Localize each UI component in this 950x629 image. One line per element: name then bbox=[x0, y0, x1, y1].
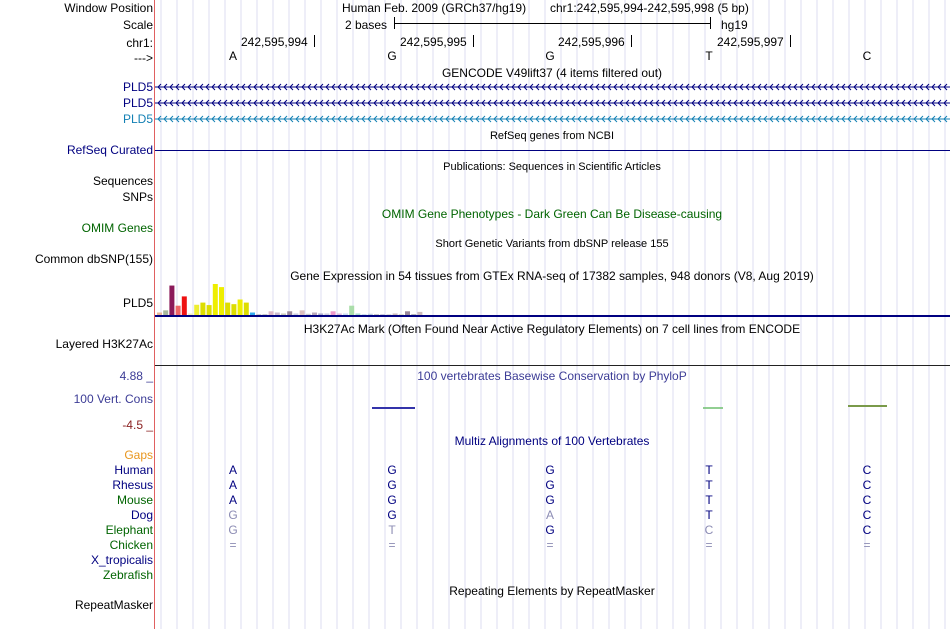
alignment-base: G bbox=[545, 493, 555, 507]
gtex-gene-label[interactable]: PLD5 bbox=[122, 296, 153, 310]
dbsnp-track-title[interactable]: Short Genetic Variants from dbSNP release 155 bbox=[435, 238, 669, 250]
gtex-tissue-bar[interactable] bbox=[386, 314, 391, 315]
alignment-base: G bbox=[387, 493, 397, 507]
gtex-tissue-bar[interactable] bbox=[225, 303, 230, 315]
alignment-base: A bbox=[545, 508, 554, 522]
ruler-tick-label-2: 242,595,995 bbox=[400, 35, 467, 49]
gencode-gene-label-3[interactable]: PLD5 bbox=[122, 112, 153, 126]
alignment-base: T bbox=[705, 478, 713, 492]
alignment-base: G bbox=[387, 463, 397, 477]
alignment-base: A bbox=[228, 493, 237, 507]
ruler-tick-3 bbox=[631, 35, 632, 47]
gtex-tissue-bar[interactable] bbox=[417, 312, 422, 315]
gtex-tissue-bar[interactable] bbox=[238, 300, 243, 316]
gtex-tissue-bar[interactable] bbox=[337, 313, 342, 315]
gtex-tissue-bar[interactable] bbox=[411, 314, 416, 315]
alignment-base: G bbox=[545, 463, 555, 477]
species-label-rhesus[interactable]: Rhesus bbox=[112, 478, 153, 492]
assembly-title: Human Feb. 2009 (GRCh37/hg19) bbox=[342, 1, 527, 15]
refseq-track-title[interactable]: RefSeq genes from NCBI bbox=[489, 130, 615, 142]
alignment-base: C bbox=[862, 508, 872, 522]
ruler-tick-4 bbox=[790, 35, 791, 47]
gtex-tissue-bar[interactable] bbox=[176, 306, 181, 315]
gtex-tissue-bar[interactable] bbox=[287, 311, 292, 315]
ref-base-4: T bbox=[705, 49, 713, 63]
gtex-tissue-bar[interactable] bbox=[157, 313, 162, 315]
gtex-tissue-bar[interactable] bbox=[318, 313, 323, 315]
gtex-tissue-bar[interactable] bbox=[200, 303, 205, 315]
scale-db: hg19 bbox=[721, 18, 748, 32]
gencode-gene-label-1[interactable]: PLD5 bbox=[122, 80, 153, 94]
alignment-base: G bbox=[545, 478, 555, 492]
gtex-tissue-bar[interactable] bbox=[405, 311, 410, 315]
position-readout[interactable]: chr1:242,595,994-242,595,998 (5 bp) bbox=[550, 1, 749, 15]
gtex-tissue-bar[interactable] bbox=[207, 305, 212, 315]
conservation-min-label: -4.5 _ bbox=[122, 418, 153, 432]
gtex-tissue-bar[interactable] bbox=[188, 313, 193, 315]
gtex-tissue-bar[interactable] bbox=[349, 306, 354, 315]
ref-base-2: G bbox=[387, 49, 397, 63]
multiz-gaps-label[interactable]: Gaps bbox=[124, 448, 153, 462]
gencode-gene-line-1[interactable] bbox=[155, 84, 950, 90]
gtex-tissue-bar[interactable] bbox=[393, 313, 398, 315]
conservation-label[interactable]: 100 Vert. Cons bbox=[73, 392, 153, 406]
gtex-tissue-bar[interactable] bbox=[169, 286, 174, 315]
gtex-tissue-bar[interactable] bbox=[182, 296, 187, 315]
publications-sequences-label[interactable]: Sequences bbox=[92, 174, 153, 188]
alignment-base: C bbox=[704, 523, 714, 537]
gtex-tissue-bar[interactable] bbox=[219, 287, 224, 315]
ref-base-1: A bbox=[228, 49, 237, 63]
dbsnp-label[interactable]: Common dbSNP(155) bbox=[34, 252, 153, 266]
species-label-mouse[interactable]: Mouse bbox=[116, 493, 153, 507]
alignment-base: = bbox=[705, 538, 713, 552]
publications-track-title[interactable]: Publications: Sequences in Scientific Articles bbox=[443, 161, 661, 173]
gtex-tissue-bar[interactable] bbox=[281, 313, 286, 315]
alignment-base: G bbox=[228, 523, 238, 537]
gtex-tissue-bar[interactable] bbox=[213, 284, 218, 315]
gtex-tissue-bar[interactable] bbox=[250, 313, 255, 315]
scale-bar bbox=[394, 23, 710, 24]
alignment-base: A bbox=[228, 478, 237, 492]
conservation-max-label: 4.88 _ bbox=[119, 369, 153, 383]
conservation-wiggle[interactable] bbox=[155, 400, 950, 414]
species-label-x_tropicalis[interactable]: X_tropicalis bbox=[90, 553, 153, 567]
multiz-track-title[interactable]: Multiz Alignments of 100 Vertebrates bbox=[454, 434, 650, 448]
alignment-base: T bbox=[705, 508, 713, 522]
gtex-tissue-bar[interactable] bbox=[269, 311, 274, 315]
gtex-tissue-bar[interactable] bbox=[163, 310, 168, 315]
omim-track-title[interactable]: OMIM Gene Phenotypes - Dark Green Can Be Disease-causing bbox=[381, 207, 723, 221]
ruler-tick-1 bbox=[314, 35, 315, 47]
ruler-tick-label-4: 242,595,997 bbox=[717, 35, 784, 49]
ruler-tick-label-1: 242,595,994 bbox=[241, 35, 308, 49]
gencode-gene-line-2[interactable] bbox=[155, 100, 950, 106]
species-label-dog[interactable]: Dog bbox=[130, 508, 153, 522]
gtex-tissue-bar[interactable] bbox=[262, 314, 267, 315]
alignment-base: A bbox=[228, 463, 237, 477]
gtex-tissue-bar[interactable] bbox=[362, 314, 367, 315]
gtex-tissue-bar[interactable] bbox=[380, 314, 385, 315]
alignment-base: G bbox=[387, 478, 397, 492]
h3k27ac-label[interactable]: Layered H3K27Ac bbox=[55, 337, 153, 351]
gtex-tissue-bar[interactable] bbox=[231, 304, 236, 315]
alignment-base: C bbox=[862, 493, 872, 507]
alignment-base: T bbox=[388, 523, 396, 537]
alignment-base: G bbox=[387, 508, 397, 522]
alignment-base: C bbox=[862, 463, 872, 477]
repeatmasker-label[interactable]: RepeatMasker bbox=[74, 598, 153, 612]
gencode-gene-lines[interactable] bbox=[155, 82, 950, 126]
gtex-tissue-bar[interactable] bbox=[374, 314, 379, 315]
repeatmasker-track-title[interactable]: Repeating Elements by RepeatMasker bbox=[449, 584, 655, 598]
alignment-base: G bbox=[545, 523, 555, 537]
alignment-base: = bbox=[229, 538, 237, 552]
species-label-zebrafish[interactable]: Zebrafish bbox=[102, 568, 153, 582]
gtex-bar-chart[interactable] bbox=[155, 283, 950, 319]
species-label-human[interactable]: Human bbox=[114, 463, 153, 477]
refseq-gene-line[interactable] bbox=[155, 150, 950, 151]
h3k27ac-track-title[interactable]: H3K27Ac Mark (Often Found Near Active Regulatory Elements) on 7 cell lines from ENCODE bbox=[303, 322, 801, 336]
strand-label: ---> bbox=[134, 51, 153, 65]
gencode-gene-line-3[interactable] bbox=[155, 116, 950, 122]
gtex-track-title[interactable]: Gene Expression in 54 tissues from GTEx RNA-seq of 17382 samples, 948 donors (V8, Aug 2019) bbox=[290, 269, 814, 283]
gtex-tissue-bar[interactable] bbox=[275, 313, 280, 315]
alignment-base: = bbox=[863, 538, 871, 552]
gtex-tissue-bar[interactable] bbox=[399, 314, 404, 315]
alignment-base: C bbox=[862, 478, 872, 492]
gtex-tissue-bar[interactable] bbox=[293, 313, 298, 315]
chrom-label: chr1: bbox=[126, 36, 153, 50]
gtex-tissue-bar[interactable] bbox=[244, 303, 249, 315]
scale-bar-right-tick bbox=[710, 17, 711, 29]
gencode-gene-label-2[interactable]: PLD5 bbox=[122, 96, 153, 110]
ref-base-3: G bbox=[545, 49, 555, 63]
gtex-tissue-bar[interactable] bbox=[256, 314, 261, 315]
gtex-tissue-bar[interactable] bbox=[300, 310, 305, 315]
ruler-tick-2 bbox=[473, 35, 474, 47]
gtex-tissue-bar[interactable] bbox=[194, 305, 199, 315]
conservation-track-title[interactable]: 100 vertebrates Basewise Conservation by PhyloP bbox=[417, 369, 687, 383]
alignment-base: = bbox=[546, 538, 554, 552]
gtex-tissue-bar[interactable] bbox=[312, 313, 317, 315]
gencode-track-title[interactable]: GENCODE V49lift37 (4 items filtered out) bbox=[441, 66, 663, 80]
alignment-base: T bbox=[705, 463, 713, 477]
alignment-base: C bbox=[862, 523, 872, 537]
ref-base-5: C bbox=[862, 49, 872, 63]
gtex-tissue-bar[interactable] bbox=[368, 314, 373, 315]
gtex-tissue-bar[interactable] bbox=[355, 313, 360, 315]
gtex-tissue-bar[interactable] bbox=[343, 313, 348, 315]
gtex-tissue-bar[interactable] bbox=[331, 311, 336, 315]
refseq-label[interactable]: RefSeq Curated bbox=[66, 143, 153, 157]
window-position-label: Window Position bbox=[64, 1, 153, 15]
species-label-chicken[interactable]: Chicken bbox=[109, 538, 153, 552]
scale-label: Scale bbox=[122, 18, 153, 32]
alignment-base: T bbox=[705, 493, 713, 507]
species-label-elephant[interactable]: Elephant bbox=[105, 523, 153, 537]
alignment-base: = bbox=[388, 538, 396, 552]
scale-text: 2 bases bbox=[345, 18, 388, 32]
publications-snps-label[interactable]: SNPs bbox=[122, 190, 153, 204]
gtex-tissue-bar[interactable] bbox=[324, 313, 329, 315]
gtex-tissue-bar[interactable] bbox=[306, 314, 311, 315]
ruler-tick-label-3: 242,595,996 bbox=[558, 35, 625, 49]
omim-label[interactable]: OMIM Genes bbox=[81, 221, 153, 235]
h3k27ac-baseline bbox=[155, 365, 950, 366]
alignment-base: G bbox=[228, 508, 238, 522]
